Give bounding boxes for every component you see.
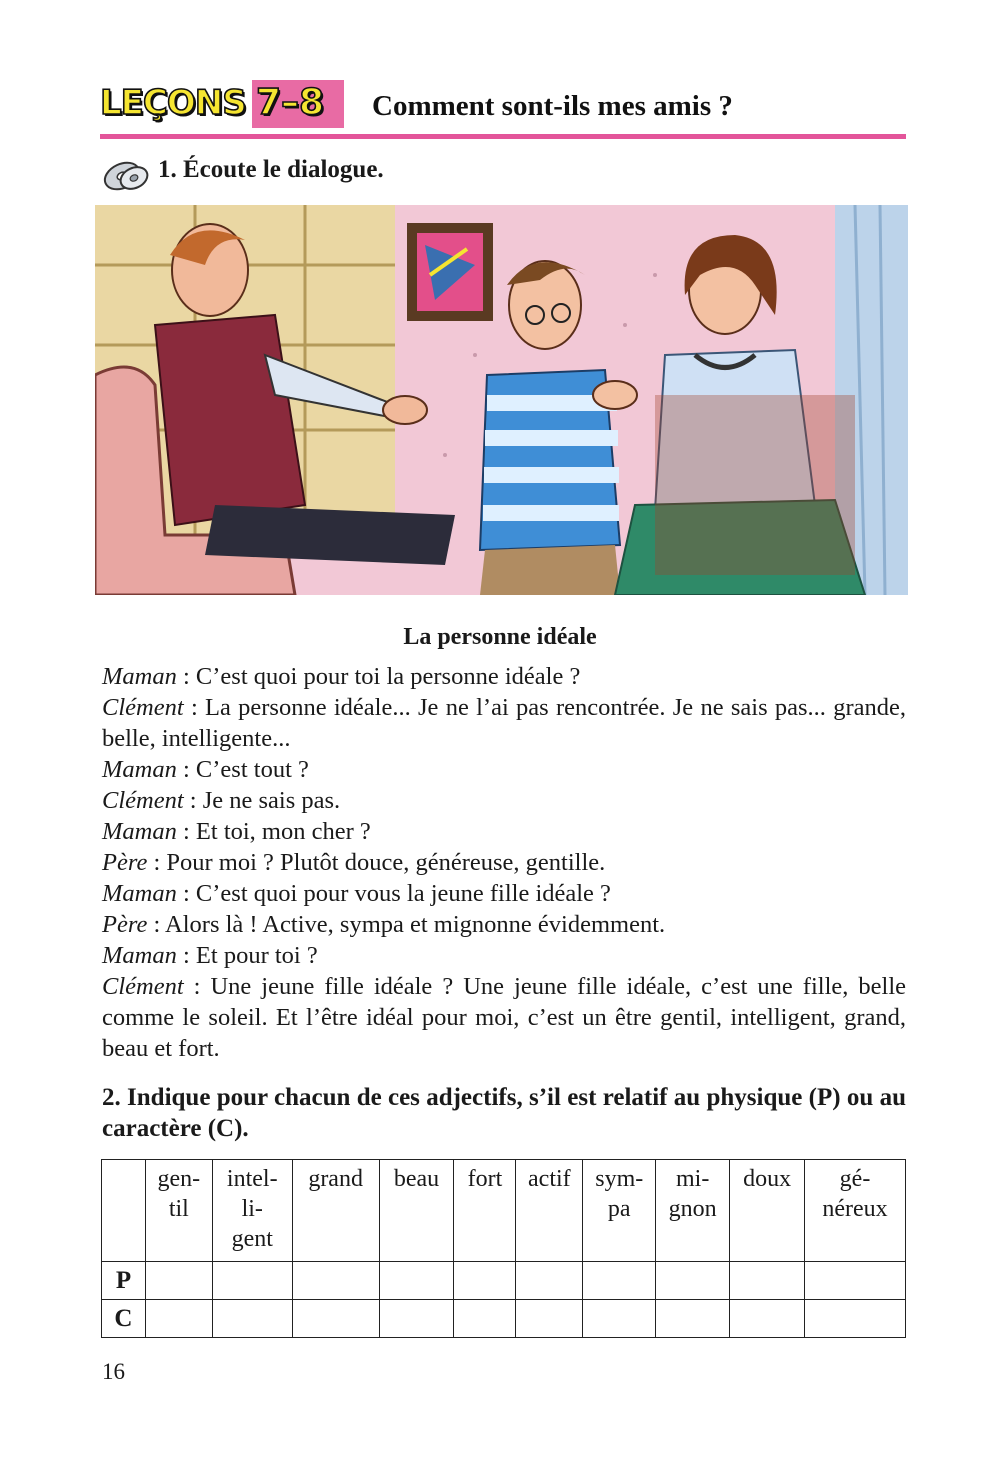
line-text: : Alors là ! Active, sympa et mignonne évidemment. — [147, 911, 666, 938]
adjective-header: intel- li- gent — [212, 1160, 292, 1262]
exercise-1-instruction: 1. Écoute le dialogue. — [158, 156, 384, 183]
dialogue-title: La personne idéale — [403, 624, 597, 650]
adjective-header: mi- gnon — [656, 1160, 730, 1262]
dialogue-line — [102, 785, 906, 816]
line-text: : La personne idéale... Je ne l’ai pas rencontrée. Je ne sais pas... grande, belle, intelligente... — [102, 694, 906, 752]
speaker-name: Maman — [102, 663, 177, 690]
adjective-header: doux — [730, 1160, 805, 1262]
answer-cell[interactable] — [583, 1262, 656, 1300]
answer-cell[interactable] — [730, 1262, 805, 1300]
adjective-header: beau — [379, 1160, 454, 1262]
adjective-table — [101, 1159, 906, 1338]
lesson-title: Comment sont-ils mes amis ? — [372, 90, 733, 122]
dialogue-line — [102, 940, 906, 971]
line-text: : Et toi, mon cher ? — [176, 818, 371, 845]
page-number: 16 — [102, 1359, 125, 1384]
speaker-name: Maman — [102, 756, 177, 783]
line-text: : C’est quoi pour toi la personne idéale ? — [176, 663, 581, 690]
answer-cell[interactable] — [292, 1300, 379, 1338]
speaker-name: Clément — [102, 694, 184, 721]
corner-cell — [102, 1160, 146, 1262]
dialogue-line — [102, 847, 906, 878]
lessons-label: LEÇONS — [100, 83, 246, 123]
dialogue-line — [102, 754, 906, 785]
header-divider — [100, 134, 906, 139]
adjective-header-row — [102, 1160, 906, 1262]
answer-cell[interactable] — [730, 1300, 805, 1338]
exercise-2-instruction: 2. Indique pour chacun de ces adjectifs, s’il est relatif au physique (P) ou au caractère (C). — [102, 1084, 906, 1142]
dialogue-line — [102, 661, 906, 692]
speaker-name: Père — [102, 849, 148, 876]
dialogue-line — [102, 909, 906, 940]
adjective-header: sym- pa — [583, 1160, 656, 1262]
adjective-header: grand — [292, 1160, 379, 1262]
dialogue-illustration — [95, 205, 908, 595]
caractere-row — [102, 1300, 906, 1338]
speaker-name: Maman — [102, 818, 177, 845]
line-text: : Une jeune fille idéale ? Une jeune fille idéale, c’est une fille, belle comme le soleil. Et l’être idéal pour moi, c’est un être gentil, intelligent, grand, beau et fort. — [102, 973, 906, 1062]
row-label-p: P — [102, 1262, 146, 1300]
dialogue-text — [102, 661, 906, 1064]
row-label-c: C — [102, 1300, 146, 1338]
answer-cell[interactable] — [292, 1262, 379, 1300]
dialogue-line — [102, 878, 906, 909]
lesson-header — [100, 78, 906, 138]
line-text: : Pour moi ? Plutôt douce, généreuse, gentille. — [147, 849, 606, 876]
answer-cell[interactable] — [583, 1300, 656, 1338]
answer-cell[interactable] — [212, 1300, 292, 1338]
line-text: : Et pour toi ? — [176, 942, 318, 969]
speaker-name: Père — [102, 911, 148, 938]
dialogue-line — [102, 692, 906, 754]
answer-cell[interactable] — [145, 1300, 212, 1338]
speaker-name: Maman — [102, 942, 177, 969]
lesson-numbers: 7–8 — [256, 82, 325, 123]
answer-cell[interactable] — [454, 1262, 516, 1300]
speaker-name: Clément — [102, 787, 184, 814]
answer-cell[interactable] — [379, 1262, 454, 1300]
answer-cell[interactable] — [145, 1262, 212, 1300]
adjective-header: gé- néreux — [805, 1160, 906, 1262]
speaker-name: Clément — [102, 973, 184, 1000]
answer-cell[interactable] — [656, 1262, 730, 1300]
line-text: : C’est quoi pour vous la jeune fille idéale ? — [176, 880, 611, 907]
answer-cell[interactable] — [656, 1300, 730, 1338]
answer-cell[interactable] — [805, 1300, 906, 1338]
adjective-header: gen- til — [145, 1160, 212, 1262]
answer-cell[interactable] — [212, 1262, 292, 1300]
answer-cell[interactable] — [454, 1300, 516, 1338]
line-text: : Je ne sais pas. — [183, 787, 341, 814]
answer-cell[interactable] — [805, 1262, 906, 1300]
physique-row — [102, 1262, 906, 1300]
cd-audio-icon — [100, 154, 152, 199]
dialogue-line — [102, 971, 906, 1064]
adjective-header: fort — [454, 1160, 516, 1262]
adjective-header: actif — [516, 1160, 583, 1262]
line-text: : C’est tout ? — [176, 756, 309, 783]
answer-cell[interactable] — [379, 1300, 454, 1338]
speaker-name: Maman — [102, 880, 177, 907]
answer-cell[interactable] — [516, 1300, 583, 1338]
dialogue-line — [102, 816, 906, 847]
answer-cell[interactable] — [516, 1262, 583, 1300]
